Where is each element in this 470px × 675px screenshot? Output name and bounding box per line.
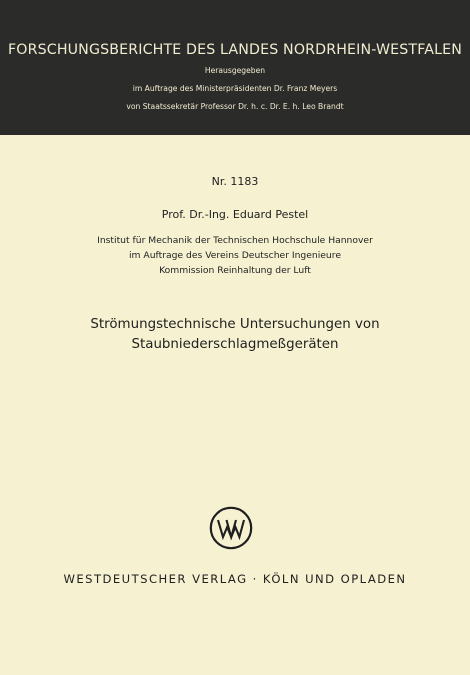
series-title: FORSCHUNGSBERICHTE DES LANDES NORDRHEIN-WESTFALEN — [7, 42, 463, 58]
series-header-band — [0, 0, 470, 135]
editor-label: Herausgegeben — [204, 66, 266, 75]
report-number: Nr. 1183 — [211, 175, 259, 188]
publisher-name: WESTDEUTSCHER VERLAG · KÖLN UND OPLADEN — [63, 572, 407, 586]
report-title-line-1: Strömungstechnische Untersuchungen von — [90, 317, 380, 332]
report-title-line-2: Staubniederschlagmeßgeräten — [131, 337, 339, 352]
affiliation-line-2: im Auftrage des Vereins Deutscher Ingenieure — [128, 250, 341, 261]
affiliation-line-3: Kommission Reinhaltung der Luft — [159, 265, 311, 276]
editor-line-1: im Auftrage des Ministerpräsidenten Dr. Franz Meyers — [132, 84, 338, 93]
affiliation-line-1: Institut für Mechanik der Technischen Hochschule Hannover — [97, 235, 373, 246]
westdeutscher-verlag-logo-icon — [209, 506, 253, 550]
editor-line-2: von Staatssekretär Professor Dr. h. c. Dr. E. h. Leo Brandt — [126, 102, 344, 111]
author-name: Prof. Dr.-Ing. Eduard Pestel — [161, 208, 309, 221]
